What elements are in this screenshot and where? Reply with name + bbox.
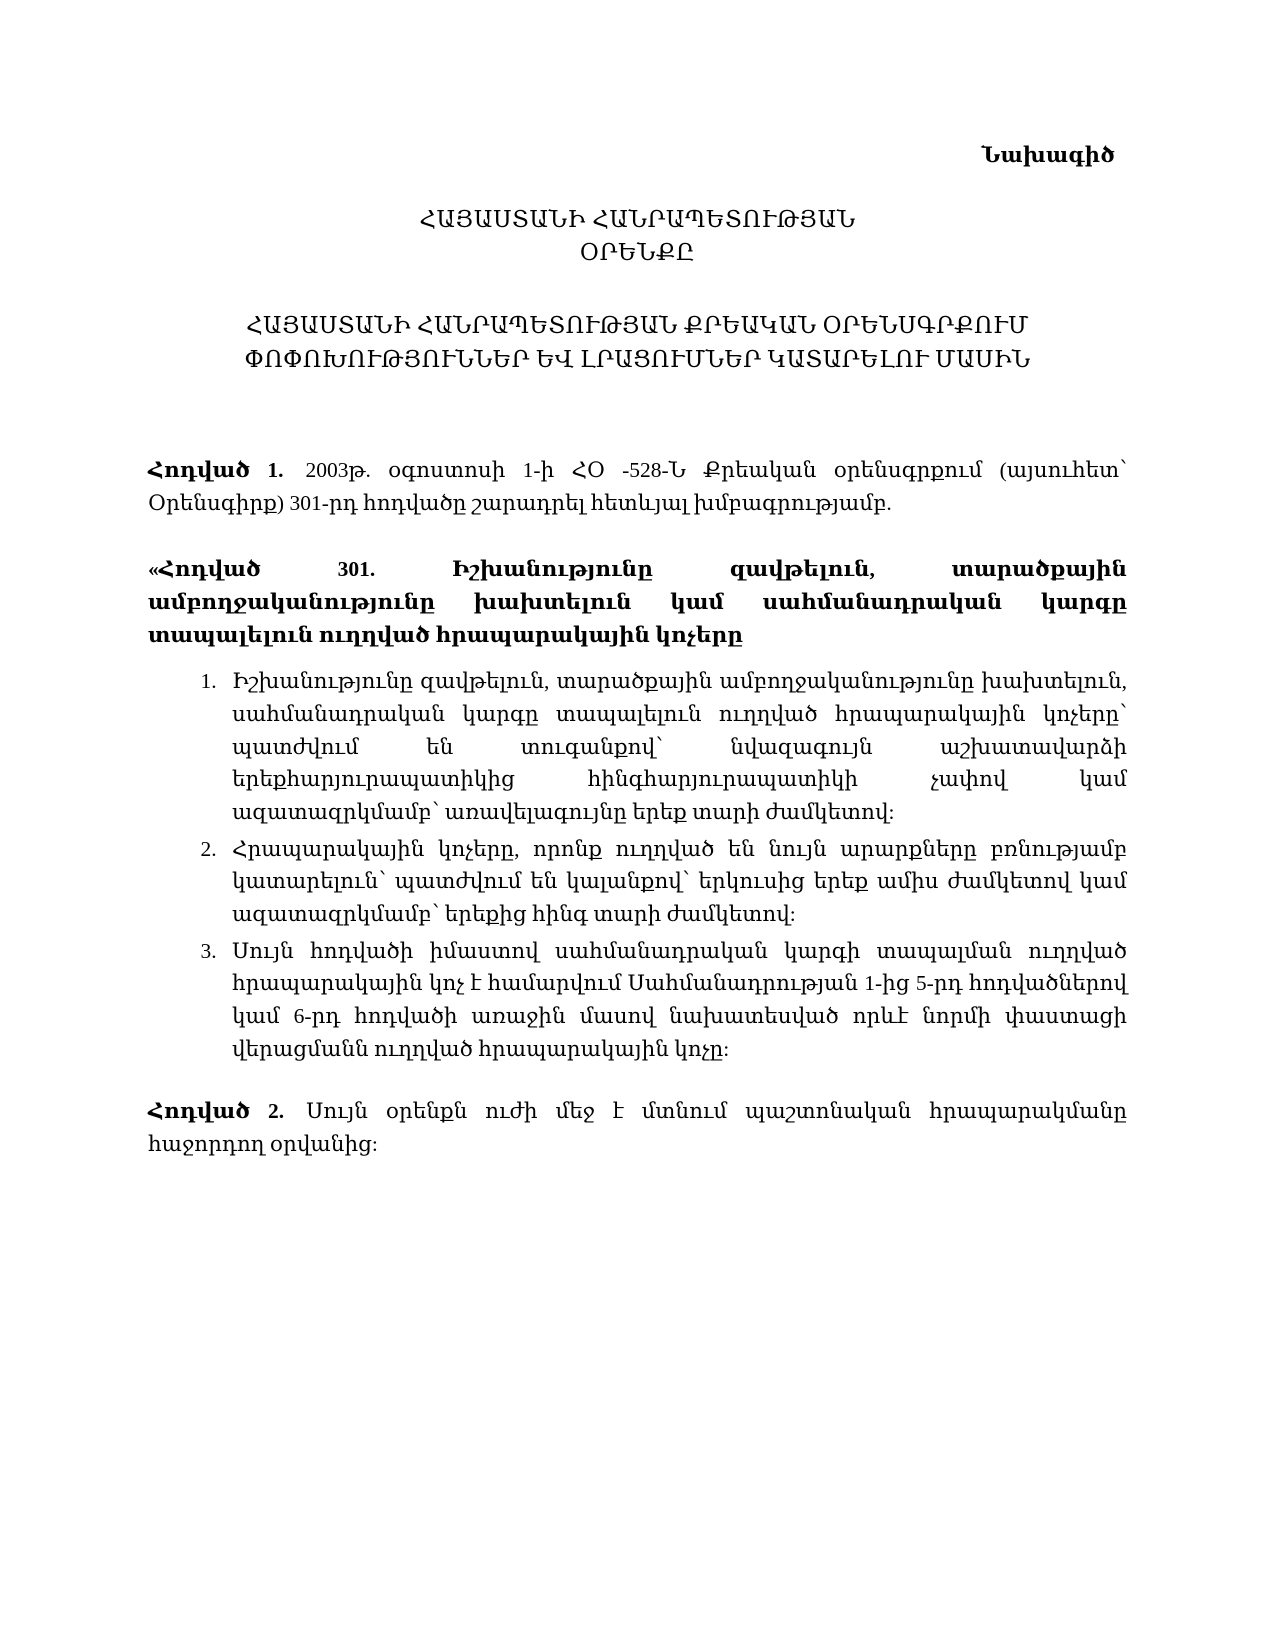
title-line-2: ՕՐԵՆՔԸ [579, 239, 696, 265]
quoted-article-points [148, 665, 1127, 1065]
list-item: 2. Հրապարակային կոչերը, որոնք ուղղված են նույն արարքները բռնությամբ կատարելուն՝ պատժվում են կալանքով՝ երկուսից երեք ամիս ժամկետով կամ ազատազրկմամբ՝ երեքից հինգ տարի ժամկետով: [222, 833, 1127, 931]
document-subtitle [148, 309, 1127, 376]
article-1-paragraph [148, 454, 1127, 519]
article-2-label: Հոդված 2. [148, 1099, 285, 1124]
list-item: 1. Իշխանությունը զավթելուն, տարածքային ամբողջականությունը խախտելուն, սահմանադրական կարգը տապալելուն ուղղված հրապարակային կոչերը՝ պատժվում են տուգանքով՝ նվազագույն աշխատավարձի երեքհարյուրապատիկից հինգհարյուրապատիկի չափով կամ ազատազրկմամբ՝ առավելագույնը երեք տարի ժամկետով: [222, 665, 1127, 828]
list-item: 3. Սույն հոդվածի իմաստով սահմանադրական կարգի տապալման ուղղված հրապարակային կոչ է համարվում Սահմանադրության 1-ից 5-րդ հոդվածներով կամ 6-րդ հոդվածի առաջին մասով նախատեսված որևէ նորմի փաստացի վերացմանն ուղղված հրապարակային կոչը: [222, 935, 1127, 1066]
title-line-1: ՀԱՅԱՍՏԱՆԻ ՀԱՆՐԱՊԵՏՈՒԹՅԱՆ [419, 207, 856, 232]
draft-mark: Նախագիծ [981, 143, 1115, 167]
document-title [148, 204, 1127, 269]
article-1-text: 2003թ. օգոստոսի 1-ի ՀՕ -528-Ն Քրեական օրենսգրքում (այսուհետ՝ Օրենսգիրք) 301-րդ հոդվածը շարադրել հետևյալ խմբագրությամբ. [148, 458, 1127, 515]
subtitle-line-1: ՀԱՅԱՍՏԱՆԻ ՀԱՆՐԱՊԵՏՈՒԹՅԱՆ ՔՐԵԱԿԱՆ ՕՐԵՆՍԳՐՔՈՒՄ [246, 313, 1029, 339]
document-body [148, 454, 1127, 1161]
article-2-text: Սույն օրենքն ուժի մեջ է մտնում պաշտոնական հրապարակմանը հաջորդող օրվանից: [148, 1099, 1127, 1157]
quoted-article-heading: «Հոդված 301. Իշխանությունը զավթելուն, տարածքային ամբողջականությունը խախտելուն կամ սահմանադրական կարգը տապալելուն ուղղված հրապարակային կոչերը [148, 557, 1127, 647]
article-2-paragraph [148, 1095, 1127, 1160]
article-1-label: Հոդված 1. [148, 458, 284, 482]
subtitle-line-2: ՓՈՓՈԽՈՒԹՅՈՒՆՆԵՐ ԵՎ ԼՐԱՑՈՒՄՆԵՐ ԿԱՏԱՐԵԼՈՒ ՄԱՍԻՆ [244, 346, 1031, 372]
